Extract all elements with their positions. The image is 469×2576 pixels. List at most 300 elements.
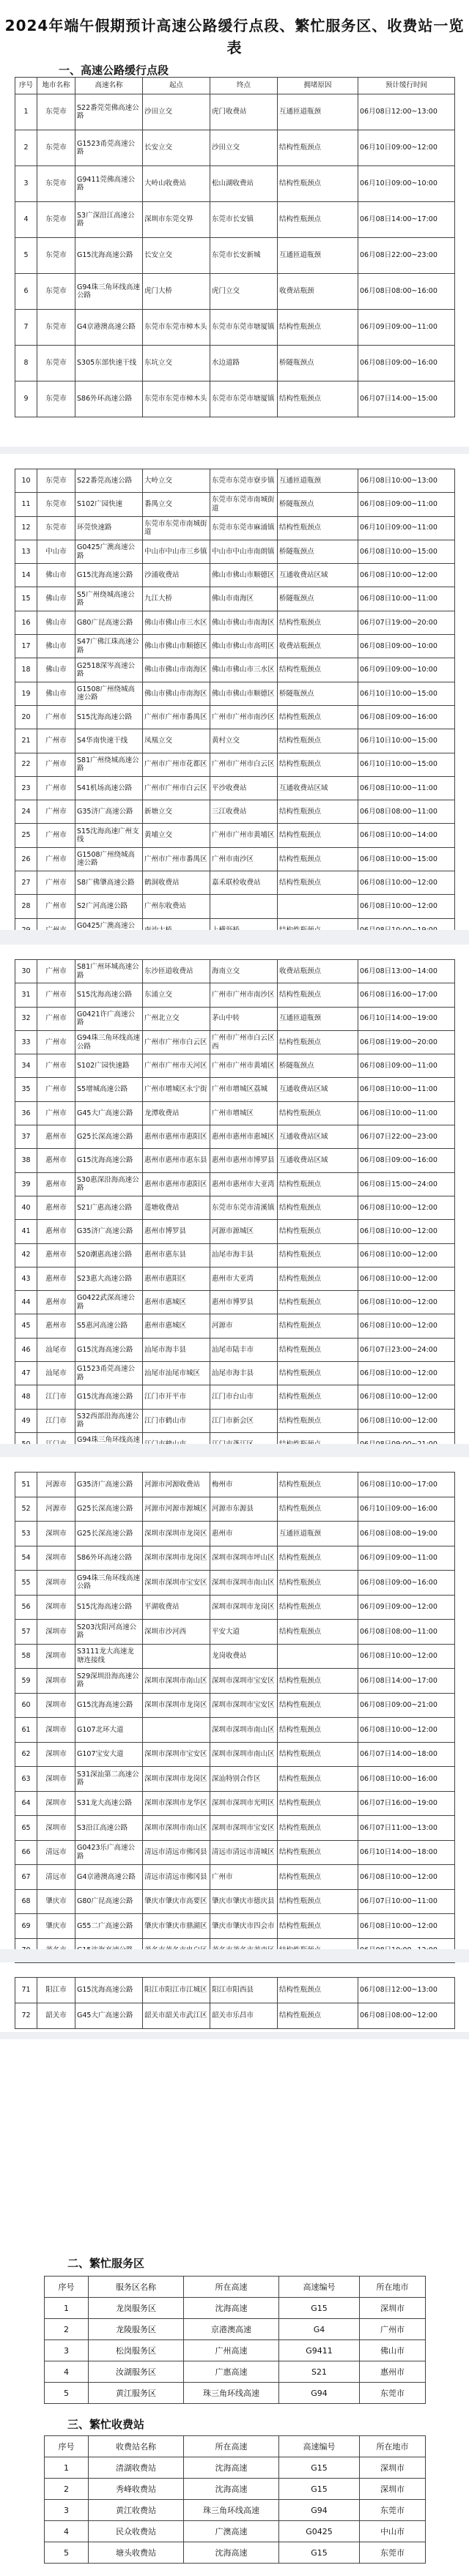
table-cell: 43 <box>15 1267 37 1290</box>
table-cell: 三江收费站 <box>210 800 278 824</box>
table-cell: 结构性瓶颈点 <box>278 1243 358 1267</box>
table-cell: S30惠深沿海高速公路 <box>75 1172 143 1196</box>
table-cell: S22番莞高速公路 <box>75 469 143 493</box>
congestion-table-part <box>15 959 455 1456</box>
table-cell: 互通匝道瓶颈 <box>278 1522 358 1546</box>
table-cell: S102广园快速 <box>75 493 143 516</box>
table-cell: 江门市新会区 <box>210 1409 278 1432</box>
table-row <box>15 1644 455 1669</box>
table-cell: 佛山市南海区 <box>210 587 278 611</box>
table-cell: 19 <box>15 682 37 705</box>
table-cell: 22 <box>15 753 37 776</box>
table-cell: 30 <box>15 960 37 983</box>
table-cell: 32 <box>15 1007 37 1030</box>
table-cell: 06月08日10:00~12:00 <box>358 1409 455 1432</box>
table-cell: 06月09日09:00~10:00 <box>358 658 455 682</box>
table-cell: 8 <box>15 346 37 381</box>
table-cell: 惠州市 <box>210 1522 278 1546</box>
table-cell: 06月08日15:00~24:00 <box>358 1172 455 1196</box>
table-cell: 东莞市 <box>37 493 75 516</box>
table-cell: G94 <box>279 2500 360 2521</box>
table-cell: 71 <box>15 1978 37 2003</box>
table-cell: 结构性瓶颈点 <box>278 310 358 346</box>
table-cell: S20潮惠高速公路 <box>75 1243 143 1267</box>
table-cell: 06月09日09:00~12:00 <box>358 1595 455 1620</box>
table-cell: 结构性瓶颈点 <box>278 1362 358 1385</box>
table-cell: 虎门立交 <box>210 274 278 310</box>
section-1-heading: 一、高速公路缓行点段 <box>59 64 169 77</box>
table-cell: 06月10日14:00~18:00 <box>358 1840 455 1865</box>
table-cell: 14 <box>15 564 37 587</box>
table-cell: G15沈海高速公路 <box>75 1693 143 1718</box>
table-cell: S21广惠高速公路 <box>75 1196 143 1219</box>
table-row <box>45 2361 426 2383</box>
table-cell: 松山湖收费站 <box>210 166 278 202</box>
table-cell: S5惠河高速公路 <box>75 1314 143 1338</box>
table-cell: S41机场高速公路 <box>75 776 143 800</box>
table-cell: 惠州市 <box>360 2361 426 2383</box>
table-row <box>15 94 455 130</box>
table-cell: 佛山市佛山市三水区 <box>210 658 278 682</box>
table-cell: S31深汕第二高速公路 <box>75 1767 143 1792</box>
table-cell: 06月08日10:00~14:00 <box>358 824 455 847</box>
table-cell: 汕尾市海丰县 <box>210 1243 278 1267</box>
table-cell: 3 <box>15 166 37 202</box>
table-cell: 06月08日10:00~12:00 <box>358 1385 455 1409</box>
table-cell: 沙田立交 <box>210 130 278 166</box>
table-cell: S23惠大高速公路 <box>75 1267 143 1290</box>
table-cell: 凤凰立交 <box>143 729 210 753</box>
table-cell: 广州市 <box>37 983 75 1007</box>
table-cell: 龙岗服务区 <box>89 2298 184 2319</box>
table-row <box>15 1889 455 1914</box>
table-row <box>15 469 455 493</box>
table-cell: 广州市 <box>37 1078 75 1101</box>
table-cell: 06月08日08:00~11:00 <box>358 1620 455 1645</box>
table-cell: 广州市 <box>37 753 75 776</box>
table-cell: S29深圳沿海高速公路 <box>75 1669 143 1694</box>
table-cell: 深圳市 <box>37 1816 75 1841</box>
table-cell: G15 <box>279 2457 360 2479</box>
table-cell: 桥隧瓶颈点 <box>278 682 358 705</box>
table-row <box>15 753 455 776</box>
table-cell: 06月08日12:00~13:00 <box>358 1978 455 2003</box>
table-cell: 69 <box>15 1914 37 1939</box>
table-row <box>15 381 455 417</box>
table-cell: 佛山市 <box>37 611 75 634</box>
table-cell: 广州市 <box>360 2319 426 2340</box>
table-cell: 广州市 <box>37 1007 75 1030</box>
table-cell: 东莞市 <box>360 2542 426 2564</box>
table-cell: 肇庆市肇庆市高要区 <box>143 1889 210 1914</box>
table-cell: 东莞市 <box>37 94 75 130</box>
table-row <box>15 516 455 540</box>
table-cell: 惠州市博罗县 <box>143 1220 210 1243</box>
table-cell: 51 <box>15 1473 37 1497</box>
table-cell: 东坑立交 <box>143 346 210 381</box>
table-cell: 16 <box>15 611 37 634</box>
table-cell: 1 <box>45 2457 89 2479</box>
table-cell: 54 <box>15 1546 37 1571</box>
table-cell: G45大广高速公路 <box>75 1101 143 1125</box>
table-cell: 06月08日09:00~11:00 <box>358 1054 455 1078</box>
table-row <box>15 983 455 1007</box>
table-cell: 惠州市惠州市大亚湾 <box>210 1172 278 1196</box>
table-cell: 06月08日10:00~11:00 <box>358 1078 455 1101</box>
table-cell: 结构性瓶颈点 <box>278 753 358 776</box>
table-cell: 广州北立交 <box>143 1007 210 1030</box>
table-cell: 结构性瓶颈点 <box>278 1220 358 1243</box>
table-row <box>15 895 455 918</box>
table-cell: 31 <box>15 983 37 1007</box>
table-cell: 惠州市博罗县 <box>210 1291 278 1314</box>
table-cell: 桥隧瓶颈点 <box>278 1054 358 1078</box>
table-cell: 虎门大桥 <box>143 274 210 310</box>
table-cell: 桥隧瓶颈点 <box>278 493 358 516</box>
table-cell: S3111龙大高速龙塘连接线 <box>75 1644 143 1669</box>
table-cell: 广澳高速 <box>184 2521 279 2542</box>
table-cell: 06月08日10:00~12:00 <box>358 1362 455 1385</box>
table-cell: G80广昆高速公路 <box>75 611 143 634</box>
table-cell: 深圳市 <box>37 1571 75 1596</box>
table-cell: 2 <box>45 2479 89 2500</box>
table-cell: 东莞市东莞市麻涌镇 <box>210 516 278 540</box>
table-cell: 东莞市东莞市塘厦镇 <box>210 310 278 346</box>
table-row <box>45 2521 426 2542</box>
table-cell: 互通匝道瓶颈 <box>278 94 358 130</box>
table-row <box>15 705 455 729</box>
table-cell: 结构性瓶颈点 <box>278 824 358 847</box>
table-cell: 水边道路 <box>210 346 278 381</box>
table-cell: 珠三角环线高速 <box>184 2383 279 2404</box>
table-cell: 江门市鹤山市 <box>143 1409 210 1432</box>
table-cell: 62 <box>15 1742 37 1767</box>
table-cell: 深圳市深圳市龙岗区 <box>143 1546 210 1571</box>
table-cell: 惠州市惠州市惠阳区 <box>143 1125 210 1149</box>
table-header-cell: 高速编号 <box>279 2277 360 2298</box>
table-cell: 江门市 <box>37 1409 75 1432</box>
table-cell: 深圳市深圳市宝安区 <box>143 1742 210 1767</box>
table-cell: 大岭立交 <box>143 469 210 493</box>
table-row <box>15 493 455 516</box>
table-cell: S305东部快速干线 <box>75 346 143 381</box>
table-cell: 肇庆市 <box>37 1889 75 1914</box>
table-cell: 肇庆市肇庆市鼎湖区 <box>143 1914 210 1939</box>
table-cell: 广州市增城区 <box>210 1101 278 1125</box>
table-cell: 06月08日10:00~17:00 <box>358 1473 455 1497</box>
table-cell: 9 <box>15 381 37 417</box>
table-row <box>45 2457 426 2479</box>
table-cell: 64 <box>15 1791 37 1816</box>
table-cell: 06月08日10:00~12:00 <box>358 1865 455 1890</box>
table-cell: 49 <box>15 1409 37 1432</box>
table-cell: 惠州市惠州市惠城区 <box>210 1125 278 1149</box>
table-cell: 06月10日09:00~16:00 <box>358 1497 455 1522</box>
table-cell: 1 <box>15 94 37 130</box>
table-row <box>15 1816 455 1841</box>
table-cell: 06月08日10:00~12:00 <box>358 1267 455 1290</box>
table-cell: G35济广高速公路 <box>75 1473 143 1497</box>
table-cell: 41 <box>15 1220 37 1243</box>
table-cell: 结构性瓶颈点 <box>278 130 358 166</box>
toll-station-table <box>44 2435 426 2564</box>
table-cell: 06月08日14:00~17:00 <box>358 202 455 238</box>
table-cell: 塘头收费站 <box>89 2542 184 2564</box>
table-cell: 06月07日14:00~15:00 <box>358 381 455 417</box>
table-row <box>15 1742 455 1767</box>
table-cell: 佛山市佛山市南海区 <box>143 658 210 682</box>
table-cell: 结构性瓶颈点 <box>278 1314 358 1338</box>
table-cell: 06月08日22:00~23:00 <box>358 238 455 274</box>
table-cell: G107北环大道 <box>75 1718 143 1743</box>
table-cell: G94珠三角环线高速公路 <box>75 1030 143 1054</box>
table-row <box>15 1497 455 1522</box>
table-cell: 广州市南沙区 <box>210 847 278 871</box>
table-row <box>15 1693 455 1718</box>
table-cell: 黄江收费站 <box>89 2500 184 2521</box>
table-cell: G25长深高速公路 <box>75 1522 143 1546</box>
table-cell: 06月07日14:00~18:00 <box>358 1742 455 1767</box>
section-2-heading: 二、繁忙服务区 <box>67 2257 145 2270</box>
table-cell: 结构性瓶颈点 <box>278 1816 358 1841</box>
table-cell: 4 <box>45 2361 89 2383</box>
table-cell: 汕尾市海丰县 <box>143 1338 210 1361</box>
table-cell: 深圳市深圳市南山区 <box>143 1816 210 1841</box>
table-cell: 38 <box>15 1149 37 1172</box>
table-cell: 06月08日14:00~17:00 <box>358 1669 455 1694</box>
table-cell: G15沈海高速公路 <box>75 1978 143 2003</box>
table-cell: 28 <box>15 895 37 918</box>
table-cell: 韶关市韶关市武江区 <box>143 2003 210 2029</box>
table-cell: 结构性瓶颈点 <box>278 1571 358 1596</box>
table-cell: S102广园快速路 <box>75 1054 143 1078</box>
table-cell: 06月08日10:00~12:00 <box>358 564 455 587</box>
table-cell: 06月08日19:00~20:00 <box>358 1030 455 1054</box>
table-cell: S81广州环城高速公路 <box>75 960 143 983</box>
table-row <box>45 2340 426 2361</box>
table-cell: 结构性瓶颈点 <box>278 1742 358 1767</box>
table-cell: 海南立交 <box>210 960 278 983</box>
table-cell: 广州市 <box>210 1865 278 1890</box>
table-cell: 东莞市东莞市樟木头 <box>143 310 210 346</box>
table-cell: 佛山市 <box>37 564 75 587</box>
table-cell: 06月08日10:00~12:00 <box>358 895 455 918</box>
table-cell: 06月08日08:00~19:00 <box>358 1522 455 1546</box>
table-cell: 06月08日12:00~13:00 <box>358 94 455 130</box>
table-cell: 47 <box>15 1362 37 1385</box>
table-row <box>15 1767 455 1792</box>
table-row <box>15 871 455 895</box>
table-cell <box>143 1644 210 1669</box>
table-cell: 3 <box>45 2500 89 2521</box>
table-cell: 沈海高速 <box>184 2479 279 2500</box>
table-header-row <box>45 2277 426 2298</box>
table-cell: 莲塘收费站 <box>143 1196 210 1219</box>
table-cell: 互通匝道瓶颈 <box>278 469 358 493</box>
table-cell: 52 <box>15 1497 37 1522</box>
table-cell: S8广佛肇高速公路 <box>75 871 143 895</box>
table-cell: G0422武深高速公路 <box>75 1291 143 1314</box>
table-cell: 京港澳高速 <box>184 2319 279 2340</box>
table-cell: 结构性瓶颈点 <box>278 1791 358 1816</box>
table-row <box>15 658 455 682</box>
table-cell: 梅州市 <box>210 1473 278 1497</box>
table-cell: 东莞市东莞市塘厦镇 <box>210 381 278 417</box>
page-break <box>0 1444 469 1457</box>
table-cell: 清远市清远市佛冈县 <box>143 1840 210 1865</box>
table-cell: 广州高速 <box>184 2340 279 2361</box>
table-cell: 06月08日09:00~11:00 <box>358 493 455 516</box>
table-cell: S86外环高速公路 <box>75 381 143 417</box>
table-cell: 惠州市 <box>37 1149 75 1172</box>
table-cell: 55 <box>15 1571 37 1596</box>
table-cell: 56 <box>15 1595 37 1620</box>
table-cell: 深圳市 <box>37 1522 75 1546</box>
table-row <box>15 635 455 658</box>
table-row <box>15 166 455 202</box>
congestion-table-part <box>15 1472 455 1963</box>
table-header-cell: 所在地市 <box>360 2277 426 2298</box>
table-cell: 阳江市阳西县 <box>210 1978 278 2003</box>
table-cell: 惠州市惠东县 <box>143 1243 210 1267</box>
table-cell: 互通收费站区域 <box>278 564 358 587</box>
table-cell: 7 <box>15 310 37 346</box>
table-cell: 4 <box>45 2521 89 2542</box>
table-cell: 06月08日10:00~13:00 <box>358 469 455 493</box>
table-cell: G4京港澳高速公路 <box>75 310 143 346</box>
table-cell: 桥隧瓶颈点 <box>278 346 358 381</box>
table-cell: 结构性瓶颈点 <box>278 800 358 824</box>
table-cell: 虎门收费站 <box>210 94 278 130</box>
table-row <box>15 1914 455 1939</box>
table-cell: 结构性瓶颈点 <box>278 1718 358 1743</box>
table-row <box>15 1196 455 1219</box>
table-cell: 黄埔立交 <box>143 824 210 847</box>
table-cell: 收费站瓶颈点 <box>278 960 358 983</box>
table-cell: 06月08日10:00~12:00 <box>358 1291 455 1314</box>
table-cell: 06月08日10:00~16:00 <box>358 1767 455 1792</box>
table-cell: 结构性瓶颈点 <box>278 1409 358 1432</box>
table-cell: 06月09日09:00~11:00 <box>358 310 455 346</box>
table-cell: 中山市中山市南朗镇 <box>210 540 278 563</box>
table-cell: 长安立交 <box>143 238 210 274</box>
table-cell: 结构性瓶颈点 <box>278 1546 358 1571</box>
table-cell: 结构性瓶颈点 <box>278 1172 358 1196</box>
table-cell: 结构性瓶颈点 <box>278 1497 358 1522</box>
table-cell: 深圳市 <box>360 2479 426 2500</box>
table-row <box>15 130 455 166</box>
table-cell: 61 <box>15 1718 37 1743</box>
table-cell: 收费站瓶颈点 <box>278 635 358 658</box>
table-cell: 东莞市 <box>37 130 75 166</box>
table-cell: 沙田立交 <box>143 94 210 130</box>
table-cell: 06月08日10:00~12:00 <box>358 1718 455 1743</box>
table-cell: 06月10日14:00~19:00 <box>358 1007 455 1030</box>
table-cell: 汕尾市海丰县 <box>210 1362 278 1385</box>
table-cell: G80广昆高速公路 <box>75 1889 143 1914</box>
table-cell: 江门市 <box>37 1385 75 1409</box>
table-cell: 惠州市 <box>37 1196 75 1219</box>
table-cell: 深圳市 <box>37 1693 75 1718</box>
table-row <box>15 346 455 381</box>
table-cell: 06月07日11:00~13:00 <box>358 1816 455 1841</box>
table-cell: 06月07日23:00~24:00 <box>358 1338 455 1361</box>
table-cell: 结构性瓶颈点 <box>278 1196 358 1219</box>
table-cell: 东莞市 <box>37 516 75 540</box>
table-header-row <box>15 78 455 94</box>
table-cell: G1523甬莞高速公路 <box>75 1362 143 1385</box>
table-cell: 互通收费站区域 <box>278 1149 358 1172</box>
table-cell: 韶关市乐昌市 <box>210 2003 278 2029</box>
table-cell: 平安大道 <box>210 1620 278 1645</box>
table-cell: 结构性瓶颈点 <box>278 983 358 1007</box>
table-cell: 24 <box>15 800 37 824</box>
table-cell: 57 <box>15 1620 37 1645</box>
table-cell: 广州市 <box>37 847 75 871</box>
table-cell: 5 <box>15 238 37 274</box>
table-cell: 东莞市 <box>360 2500 426 2521</box>
table-cell: 结构性瓶颈点 <box>278 1978 358 2003</box>
table-cell: 惠州市惠州市博罗县 <box>210 1149 278 1172</box>
table-cell: 深汕特别合作区 <box>210 1767 278 1792</box>
table-cell: 互通收费站区域 <box>278 1078 358 1101</box>
table-cell: 结构性瓶颈点 <box>278 1267 358 1290</box>
table-cell: 黄江服务区 <box>89 2383 184 2404</box>
table-cell: 广州市 <box>37 1030 75 1054</box>
table-cell: 环莞快速路 <box>75 516 143 540</box>
table-row <box>15 1791 455 1816</box>
table-cell: 20 <box>15 705 37 729</box>
table-cell: 佛山市 <box>37 635 75 658</box>
table-header-cell: 序号 <box>45 2436 89 2457</box>
table-cell: 26 <box>15 847 37 871</box>
table-cell: 深圳市深圳市宝安区 <box>210 1669 278 1694</box>
table-cell: 深圳市 <box>360 2457 426 2479</box>
table-row <box>15 1546 455 1571</box>
table-row <box>15 1007 455 1030</box>
table-row <box>15 1243 455 1267</box>
table-cell: 肇庆市肇庆市四会市 <box>210 1914 278 1939</box>
table-cell: 深圳市深圳市光明区 <box>210 1791 278 1816</box>
table-row <box>15 1314 455 1338</box>
table-cell: 番禺立交 <box>143 493 210 516</box>
table-cell: 东莞市东莞市南城街道 <box>143 516 210 540</box>
table-cell: 九江大桥 <box>143 587 210 611</box>
table-cell: 06月08日09:00~16:00 <box>358 1571 455 1596</box>
table-cell: 18 <box>15 658 37 682</box>
table-header-cell: 序号 <box>45 2277 89 2298</box>
table-cell: 06月07日10:00~11:00 <box>358 1889 455 1914</box>
table-cell: 63 <box>15 1767 37 1792</box>
table-row <box>15 1865 455 1890</box>
table-cell: 35 <box>15 1078 37 1101</box>
table-cell: 秀峰收费站 <box>89 2479 184 2500</box>
table-cell: S81广州绕城高速公路 <box>75 753 143 776</box>
table-row <box>15 800 455 824</box>
table-cell: 清远市 <box>37 1865 75 1890</box>
table-cell: 互通收费站区域 <box>278 776 358 800</box>
table-cell: 25 <box>15 824 37 847</box>
table-cell: 33 <box>15 1030 37 1054</box>
table-cell: G107宝安大道 <box>75 1742 143 1767</box>
table-cell: G1523甬莞高速公路 <box>75 130 143 166</box>
table-cell: S5广州绕城高速公路 <box>75 587 143 611</box>
table-cell: 68 <box>15 1889 37 1914</box>
page-title: 2024年端午假期预计高速公路缓行点段、繁忙服务区、收费站一览表 <box>4 17 465 56</box>
table-cell: 江门市台山市 <box>210 1385 278 1409</box>
table-cell: 结构性瓶颈点 <box>278 1620 358 1645</box>
table-cell: 清远市清远市清城区 <box>210 1840 278 1865</box>
